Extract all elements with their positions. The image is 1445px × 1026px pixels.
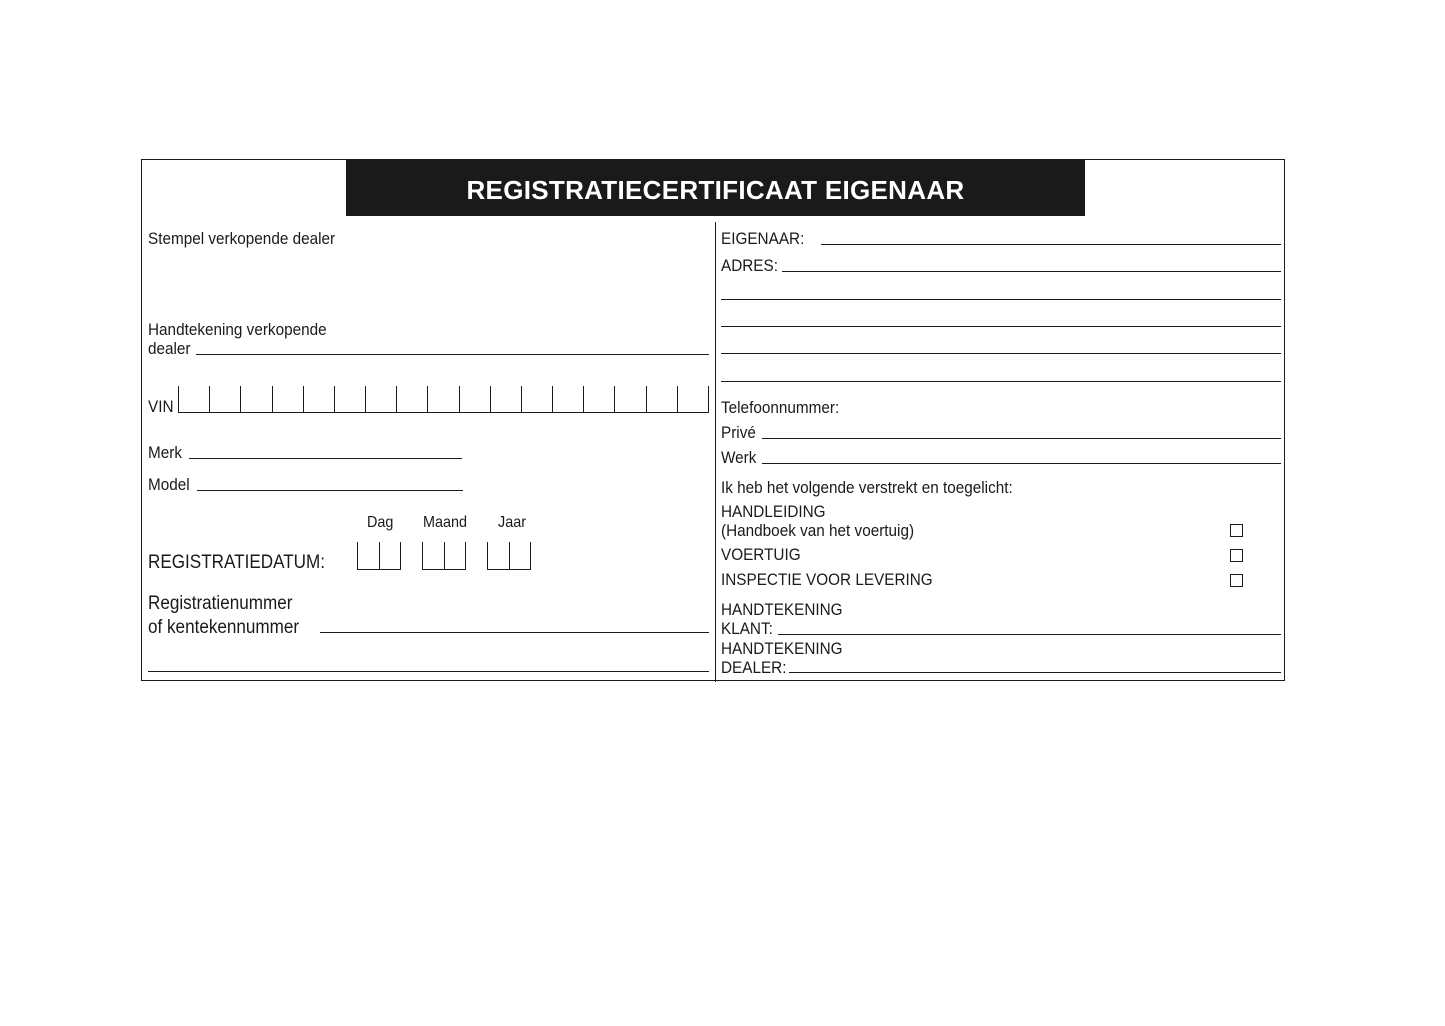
vin-cell-divider: [365, 386, 366, 412]
checkbox-vehicle[interactable]: [1230, 549, 1243, 562]
checklist-inspection-label: INSPECTIE VOOR LEVERING: [721, 570, 933, 589]
vin-cell-divider: [646, 386, 647, 412]
vin-cell-divider: [583, 386, 584, 412]
vin-cell-divider: [396, 386, 397, 412]
date-year-label: Jaar: [498, 514, 527, 531]
vin-cell-divider: [334, 386, 335, 412]
registration-number-field[interactable]: [320, 632, 709, 633]
owner-field[interactable]: [821, 244, 1281, 245]
dealer-stamp-label: Stempel verkopende dealer: [148, 229, 336, 248]
vin-cell-divider: [427, 386, 428, 412]
customer-signature-field[interactable]: [778, 634, 1281, 635]
vin-cell-divider: [459, 386, 460, 412]
date-month-label: Maand: [423, 514, 468, 531]
vin-cell-divider: [614, 386, 615, 412]
vin-cell-divider: [552, 386, 553, 412]
checkbox-manual[interactable]: [1230, 524, 1243, 537]
dealer-signature-label: Handtekening verkopende: [148, 320, 327, 339]
date-month-field[interactable]: [422, 542, 466, 570]
phone-private-label: Privé: [721, 423, 756, 442]
phone-label: Telefoonnummer:: [721, 398, 840, 417]
registration-number-label: Registratienummer: [148, 593, 293, 614]
address-line-2[interactable]: [721, 299, 1281, 300]
vin-cell-divider: [272, 386, 273, 412]
make-label: Merk: [148, 443, 183, 462]
form-title: REGISTRATIECERTIFICAAT EIGENAAR: [346, 160, 1085, 216]
vin-label: VIN: [148, 397, 174, 416]
owner-label: EIGENAAR:: [721, 229, 805, 248]
vin-cell-divider: [521, 386, 522, 412]
customer-signature-label-2: KLANT:: [721, 619, 773, 638]
checklist-manual-sublabel: (Handboek van het voertuig): [721, 521, 915, 540]
date-year-field[interactable]: [487, 542, 531, 570]
checklist-vehicle-label: VOERTUIG: [721, 545, 801, 564]
explained-label: Ik heb het volgende verstrekt en toegelicht:: [721, 478, 1013, 497]
registration-number-label-2: of kentekennummer: [148, 617, 300, 638]
address-field[interactable]: [782, 271, 1281, 272]
vin-cell-divider: [708, 386, 709, 412]
date-day-label: Dag: [367, 514, 394, 531]
dealer-signature-label-2: dealer: [148, 339, 191, 358]
date-day-field[interactable]: [357, 542, 401, 570]
vin-cell-divider: [303, 386, 304, 412]
dealer-signature-right-label-2: DEALER:: [721, 658, 787, 677]
dealer-signature-field[interactable]: [196, 354, 709, 355]
dealer-signature-right-field[interactable]: [789, 672, 1281, 673]
vin-cell-divider: [209, 386, 210, 412]
checklist-manual-label: HANDLEIDING: [721, 502, 826, 521]
phone-work-label: Werk: [721, 448, 757, 467]
registration-number-extra-line[interactable]: [148, 671, 709, 672]
vin-cell-divider: [490, 386, 491, 412]
customer-signature-label: HANDTEKENING: [721, 600, 843, 619]
vin-cell-divider: [178, 386, 179, 412]
model-field[interactable]: [197, 490, 463, 491]
registration-certificate-form: [141, 159, 1285, 681]
phone-work-field[interactable]: [762, 463, 1281, 464]
address-line-4[interactable]: [721, 353, 1281, 354]
address-label: ADRES:: [721, 256, 778, 275]
address-line-5[interactable]: [721, 381, 1281, 382]
column-divider: [715, 222, 716, 682]
vin-cell-divider: [240, 386, 241, 412]
checkbox-inspection[interactable]: [1230, 574, 1243, 587]
phone-private-field[interactable]: [762, 438, 1281, 439]
address-line-3[interactable]: [721, 326, 1281, 327]
model-label: Model: [148, 475, 190, 494]
vin-field[interactable]: [178, 386, 709, 413]
vin-cell-divider: [677, 386, 678, 412]
registration-date-label: REGISTRATIEDATUM:: [148, 552, 326, 573]
dealer-signature-right-label: HANDTEKENING: [721, 639, 843, 658]
make-field[interactable]: [189, 458, 462, 459]
